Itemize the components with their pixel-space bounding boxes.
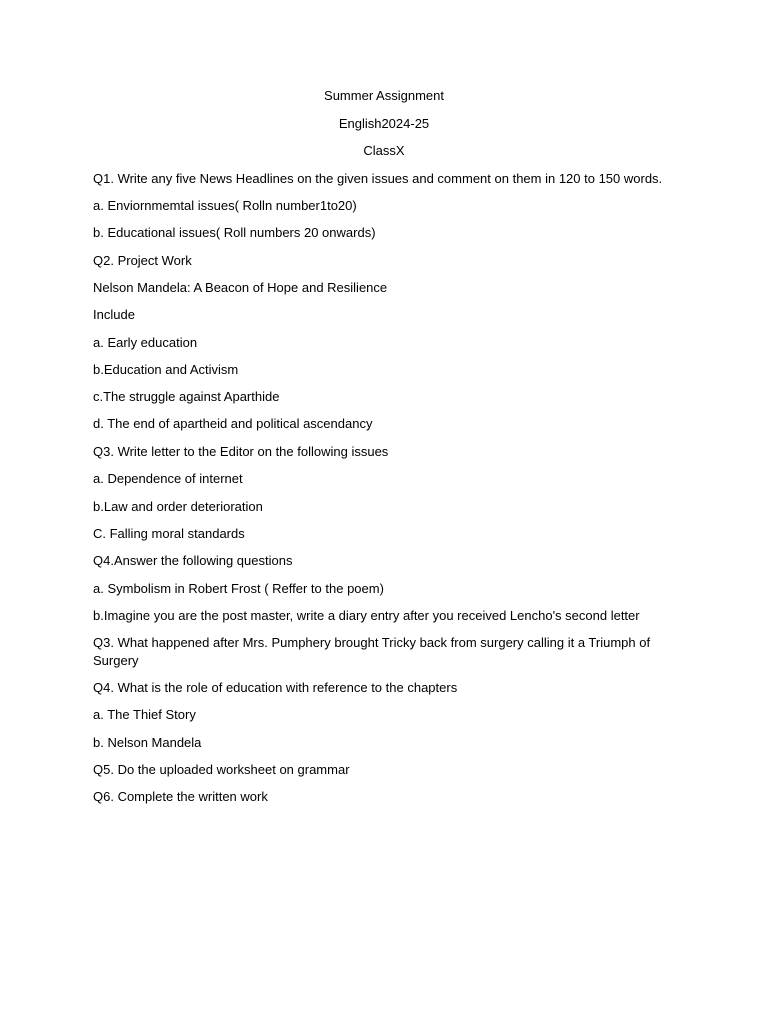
question-4-item-a: a. Symbolism in Robert Frost ( Reffer to the poem): [93, 581, 384, 596]
project-item-d: d. The end of apartheid and political ascendancy: [93, 416, 373, 431]
question-1-item-b: b. Educational issues( Roll numbers 20 onwards): [93, 225, 376, 240]
question-3-item-c: C. Falling moral standards: [93, 526, 245, 541]
question-5: Q5. Do the uploaded worksheet on grammar: [93, 762, 350, 777]
project-item-b: b.Education and Activism: [93, 362, 239, 377]
question-6: Q6. Complete the written work: [93, 789, 268, 804]
question-3-repeat: Q3. What happened after Mrs. Pumphery brought Tricky back from surgery calling it a Triumph of Surgery: [93, 635, 651, 668]
question-1: Q1. Write any five News Headlines on the given issues and comment on them in 120 to 150 words.: [93, 171, 663, 186]
question-4: Q4.Answer the following questions: [93, 553, 293, 568]
project-item-a: a. Early education: [93, 335, 198, 350]
document-title: Summer Assignment: [324, 88, 444, 103]
question-4-repeat: Q4. What is the role of education with reference to the chapters: [93, 680, 458, 695]
chapter-item-a: a. The Thief Story: [93, 707, 196, 722]
question-3-item-a: a. Dependence of internet: [93, 471, 243, 486]
question-3-item-b: b.Law and order deterioration: [93, 499, 263, 514]
question-3: Q3. Write letter to the Editor on the following issues: [93, 444, 389, 459]
question-1-item-a: a. Enviornmemtal issues( Rolln number1to20): [93, 198, 357, 213]
chapter-item-b: b. Nelson Mandela: [93, 735, 202, 750]
project-title: Nelson Mandela: A Beacon of Hope and Resilience: [93, 280, 388, 295]
project-item-c: c.The struggle against Aparthide: [93, 389, 280, 404]
include-label: Include: [93, 307, 135, 322]
question-4-item-b: b.Imagine you are the post master, write a diary entry after you received Lencho's second letter: [93, 608, 640, 623]
class-line: ClassX: [363, 143, 405, 158]
subject-line: English2024-25: [338, 116, 430, 131]
question-2: Q2. Project Work: [93, 253, 192, 268]
